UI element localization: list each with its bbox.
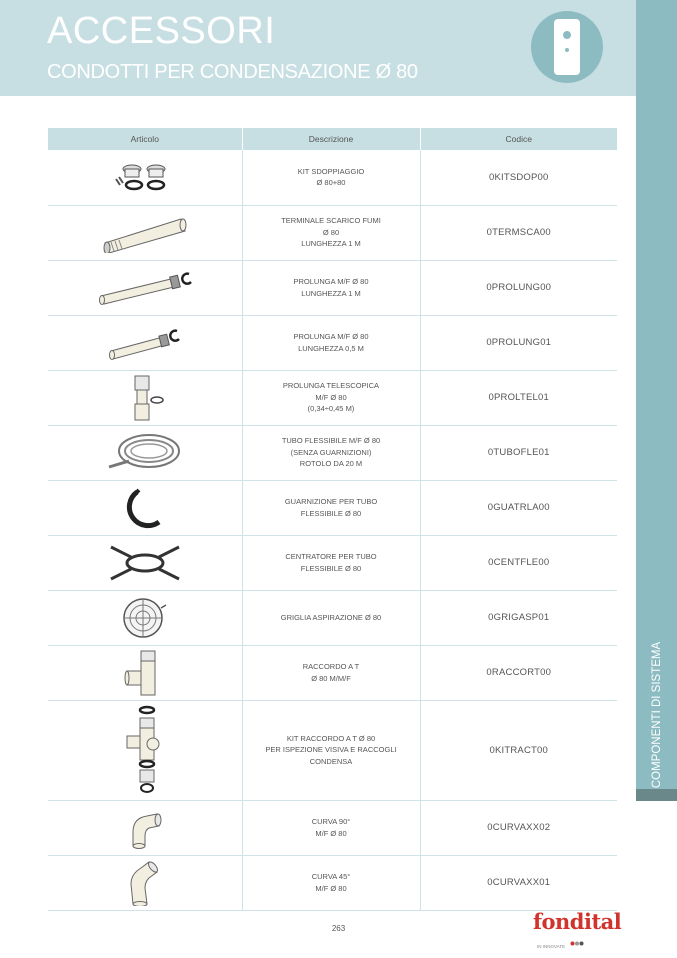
row-description: KIT RACCORDO A T Ø 80 PER ISPEZIONE VISIVA E RACCOGLI CONDENSA (242, 700, 420, 800)
accessories-table (48, 128, 617, 911)
prolunga-telescopica-icon (125, 374, 165, 422)
row-description: TERMINALE SCARICO FUMI Ø 80 LUNGHEZZA 1 M (242, 205, 420, 260)
tubo-flessibile-icon (105, 431, 185, 475)
kit-raccordo-t-icon (123, 704, 167, 796)
table-row (48, 425, 617, 480)
row-code: 0PROLTEL01 (420, 370, 617, 425)
row-description: CURVA 90° M/F Ø 80 (242, 800, 420, 855)
page-title: ACCESSORI (47, 10, 276, 52)
fondital-logo (533, 911, 621, 952)
centratore-icon (105, 541, 185, 585)
row-description: CENTRATORE PER TUBO FLESSIBILE Ø 80 (242, 535, 420, 590)
row-description: PROLUNGA M/F Ø 80 LUNGHEZZA 1 M (242, 260, 420, 315)
row-description: GRIGLIA ASPIRAZIONE Ø 80 (242, 590, 420, 645)
row-code: 0CURVAXX01 (420, 855, 617, 910)
table-row (48, 855, 617, 910)
table-row (48, 205, 617, 260)
table-row (48, 535, 617, 590)
row-description: CURVA 45° M/F Ø 80 (242, 855, 420, 910)
row-description: PROLUNGA M/F Ø 80 LUNGHEZZA 0,5 M (242, 315, 420, 370)
row-code: 0CENTFLE00 (420, 535, 617, 590)
row-code: 0TERMSCA00 (420, 205, 617, 260)
table-row (48, 800, 617, 855)
table-row (48, 260, 617, 315)
row-description: GUARNIZIONE PER TUBO FLESSIBILE Ø 80 (242, 480, 420, 535)
table-row (48, 590, 617, 645)
page-header (0, 0, 636, 96)
column-header-articolo: Articolo (48, 128, 242, 150)
kit-sdoppiaggio-icon (110, 157, 180, 197)
guarnizione-icon (123, 486, 167, 530)
row-code: 0KITRACT00 (420, 700, 617, 800)
prolunga-05m-icon (107, 323, 183, 363)
row-code: 0PROLUNG00 (420, 260, 617, 315)
row-description: TUBO FLESSIBILE M/F Ø 80 (SENZA GUARNIZIONI) ROTOLO DA 20 M (242, 425, 420, 480)
table-row (48, 370, 617, 425)
table-header-row (48, 128, 617, 150)
table-row (48, 150, 617, 205)
row-description: RACCORDO A T Ø 80 M/M/F (242, 645, 420, 700)
row-code: 0PROLUNG01 (420, 315, 617, 370)
row-description: KIT SDOPPIAGGIO Ø 80+80 (242, 150, 420, 205)
page-subtitle: CONDOTTI PER CONDENSAZIONE Ø 80 (47, 61, 418, 83)
prolunga-1m-icon (95, 268, 195, 308)
curva-45-icon (125, 860, 165, 906)
brand-tagline: IN INNOVATE (537, 944, 566, 949)
row-code: 0RACCORT00 (420, 645, 617, 700)
boiler-badge-icon (531, 11, 603, 83)
table-row (48, 315, 617, 370)
boiler-icon (554, 19, 580, 75)
sidebar-marker (636, 789, 677, 801)
sidebar-section-label: COMPONENTI DI SISTEMA (650, 641, 663, 789)
table-row (48, 480, 617, 535)
row-code: 0CURVAXX02 (420, 800, 617, 855)
column-header-descrizione: Descrizione (242, 128, 420, 150)
raccordo-t-icon (123, 649, 167, 697)
row-code: 0KITSDOP00 (420, 150, 617, 205)
column-header-codice: Codice (420, 128, 617, 150)
row-description: PROLUNGA TELESCOPICA M/F Ø 80 (0,34÷0,45 M) (242, 370, 420, 425)
table-row (48, 645, 617, 700)
row-code: 0GRIGASP01 (420, 590, 617, 645)
griglia-icon (121, 594, 169, 642)
row-code: 0GUATRLA00 (420, 480, 617, 535)
curva-90-icon (125, 806, 165, 850)
terminale-scarico-icon (97, 213, 193, 253)
brand-name: fondital (533, 909, 622, 934)
table-row (48, 700, 617, 800)
row-code: 0TUBOFLE01 (420, 425, 617, 480)
page-number: 263 (331, 924, 346, 933)
brand-dots-icon (570, 941, 584, 946)
